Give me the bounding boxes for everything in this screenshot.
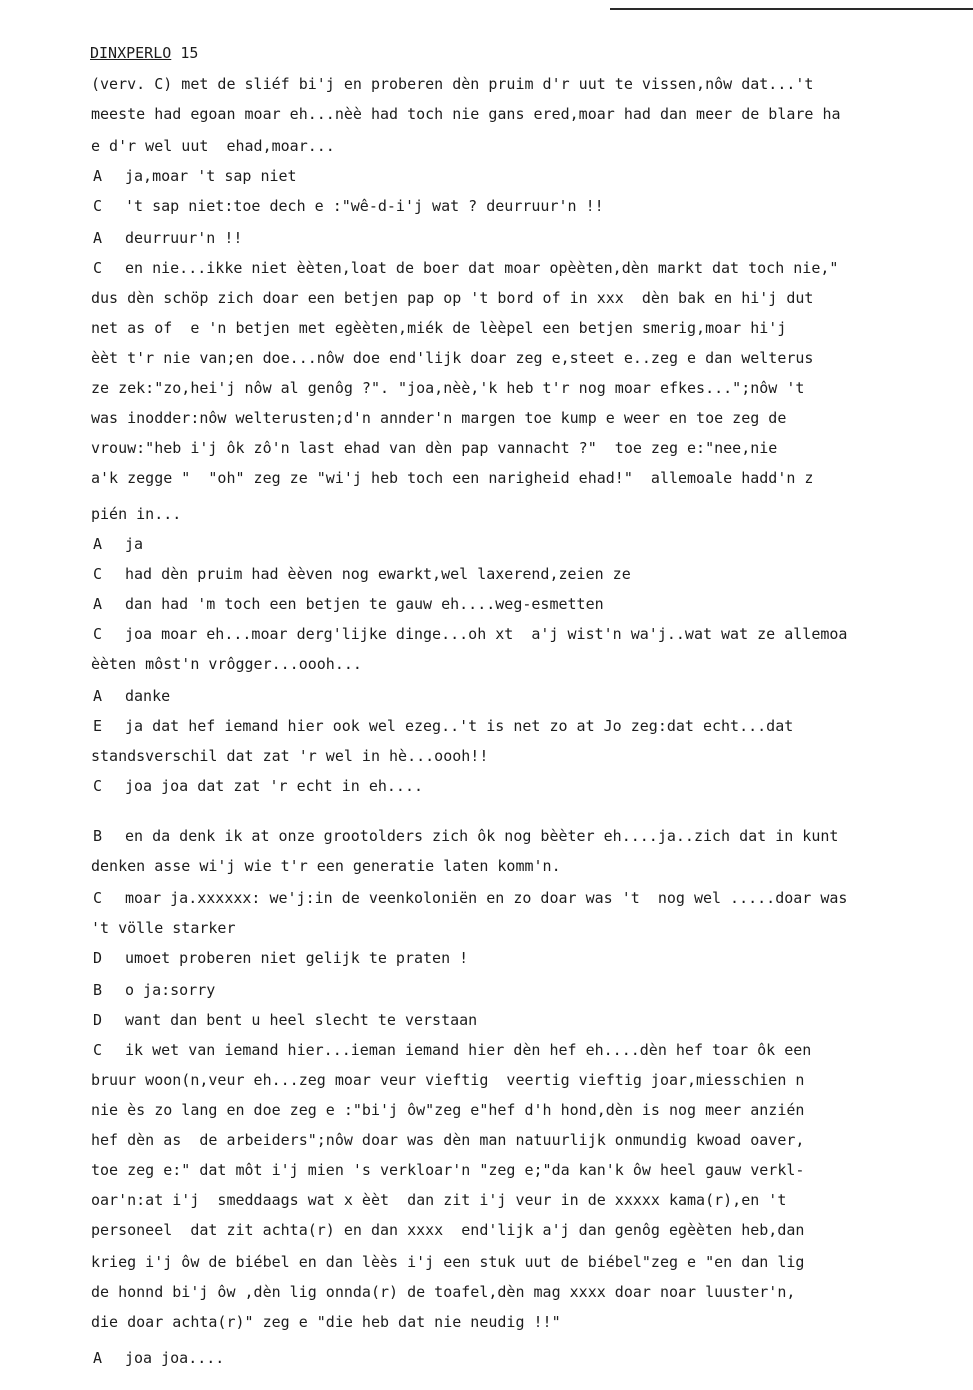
transcript-line (0, 500, 973, 528)
line-text: standsverschil dat zat 'r wel in hè...oooh!! (91, 747, 489, 765)
speaker-label: B (93, 827, 103, 845)
line-text: nie ès zo lang en doe zeg e :"bi'j ôw"zeg e"hef d'h hond,dèn is nog meer anzién (91, 1101, 805, 1119)
transcript-line (0, 1156, 973, 1184)
line-text: toe zeg e:" dat môt i'j mien 's verkloar'n "zeg e;"da kan'k ôw heel gauw verkl- (91, 1161, 805, 1179)
speaker-label: C (93, 259, 103, 277)
transcript-line (0, 560, 973, 588)
page-header (90, 43, 198, 63)
line-text: meeste had egoan moar eh...nèè had toch nie gans ered,moar had dan meer de blare ha (91, 105, 841, 123)
transcript-line (0, 1006, 973, 1034)
line-text: personeel dat zit achta(r) en dan xxxx end'lijk a'j dan genôg egèèten heb,dan (91, 1221, 805, 1239)
transcript-line (0, 1278, 973, 1306)
transcript-line (0, 1308, 973, 1336)
line-text: danke (125, 687, 171, 705)
transcript-line (0, 404, 973, 432)
transcript-line (0, 852, 973, 880)
transcript-line (0, 914, 973, 942)
line-text: hef dèn as de arbeiders";nôw doar was dèn man natuurlijk onmundig kwoad oaver, (91, 1131, 805, 1149)
line-text: dan had 'm toch een betjen te gauw eh....weg-esmetten (125, 595, 604, 613)
transcript-line (0, 772, 973, 800)
transcript-line (0, 1248, 973, 1276)
transcript-line (0, 822, 973, 850)
speaker-label: A (93, 1349, 103, 1367)
transcript-line (0, 530, 973, 558)
transcript-line (0, 192, 973, 220)
line-text: joa joa.... (125, 1349, 225, 1367)
transcript-line (0, 1216, 973, 1244)
transcript-line (0, 712, 973, 740)
line-text: joa moar eh...moar derg'lijke dinge...oh xt a'j wist'n wa'j..wat wat ze allemoa (125, 625, 848, 643)
transcript-line (0, 1066, 973, 1094)
transcript-line (0, 100, 973, 128)
transcript-line (0, 374, 973, 402)
line-text: ja (125, 535, 144, 553)
transcript-line (0, 464, 973, 492)
transcript-line (0, 1126, 973, 1154)
speaker-label: A (93, 229, 103, 247)
speaker-label: A (93, 535, 103, 553)
line-text: o ja:sorry (125, 981, 216, 999)
line-text: ja,moar 't sap niet (125, 167, 297, 185)
transcript-line (0, 1186, 973, 1214)
speaker-label: C (93, 625, 103, 643)
transcript-line (0, 682, 973, 710)
line-text: (verv. C) met de sliéf bi'j en proberen dèn pruim d'r uut te vissen,nôw dat...'t (91, 75, 814, 93)
top-rule (610, 8, 973, 10)
transcript-line (0, 1036, 973, 1064)
transcript-line (0, 132, 973, 160)
speaker-label: B (93, 981, 103, 999)
line-text: èèt t'r nie van;en doe...nôw doe end'lijk doar zeg e,steet e..zeg e dan welterus (91, 349, 814, 367)
line-text: 't völle starker (91, 919, 236, 937)
speaker-label: C (93, 197, 103, 215)
line-text: want dan bent u heel slecht te verstaan (125, 1011, 478, 1029)
transcript-line (0, 344, 973, 372)
line-text: umoet proberen niet gelijk te praten ! (125, 949, 469, 967)
line-text: die doar achta(r)" zeg e "die heb dat nie neudig !!" (91, 1313, 561, 1331)
transcript-line (0, 620, 973, 648)
transcript-line (0, 650, 973, 678)
line-text: pién in... (91, 505, 182, 523)
page-number: 15 (180, 44, 199, 62)
line-text: net as of e 'n betjen met egèèten,miék de lèèpel een betjen smerig,moar hi'j (91, 319, 787, 337)
transcript-line (0, 284, 973, 312)
transcript-line (0, 162, 973, 190)
line-text: denken asse wi'j wie t'r een generatie laten komm'n. (91, 857, 561, 875)
transcript-line (0, 590, 973, 618)
line-text: krieg i'j ôw de biébel en dan lèès i'j een stuk uut de biébel"zeg e "en dan lig (91, 1253, 805, 1271)
line-text: èèten môst'n vrôgger...oooh... (91, 655, 362, 673)
line-text: was inodder:nôw welterusten;d'n annder'n margen toe kump e weer en toe zeg de (91, 409, 787, 427)
line-text: 't sap niet:toe dech e :"wê-d-i'j wat ? deurruur'n !! (125, 197, 604, 215)
line-text: moar ja.xxxxxx: we'j:in de veenkoloniën en zo doar was 't nog wel .....doar was (125, 889, 848, 907)
transcript-line (0, 884, 973, 912)
speaker-label: A (93, 687, 103, 705)
speaker-label: E (93, 717, 103, 735)
transcript-line (0, 976, 973, 1004)
line-text: a'k zegge " "oh" zeg ze "wi'j heb toch een narigheid ehad!" allemoale hadd'n z (91, 469, 814, 487)
transcript-line (0, 434, 973, 462)
transcript-line (0, 314, 973, 342)
speaker-label: C (93, 777, 103, 795)
line-text: ik wet van iemand hier...ieman iemand hier dèn hef eh....dèn hef toar ôk een (125, 1041, 812, 1059)
transcript-line (0, 70, 973, 98)
line-text: dus dèn schöp zich doar een betjen pap op 't bord of in xxx dèn bak en hi'j dut (91, 289, 814, 307)
speaker-label: D (93, 1011, 103, 1029)
transcript-line (0, 742, 973, 770)
transcript-line (0, 224, 973, 252)
transcript-line (0, 944, 973, 972)
transcript-line (0, 1344, 973, 1372)
speaker-label: A (93, 595, 103, 613)
line-text: bruur woon(n,veur eh...zeg moar veur vieftig veertig vieftig joar,miesschien n (91, 1071, 805, 1089)
line-text: joa joa dat zat 'r echt in eh.... (125, 777, 424, 795)
speaker-label: D (93, 949, 103, 967)
line-text: e d'r wel uut ehad,moar... (91, 137, 335, 155)
speaker-label: C (93, 565, 103, 583)
speaker-label: C (93, 889, 103, 907)
line-text: de honnd bi'j ôw ,dèn lig onnda(r) de toafel,dèn mag xxxx doar noar luuster'n, (91, 1283, 796, 1301)
line-text: had dèn pruim had èèven nog ewarkt,wel laxerend,zeien ze (125, 565, 631, 583)
line-text: en nie...ikke niet èèten,loat de boer dat moar opèèten,dèn markt dat toch nie," (125, 259, 839, 277)
line-text: oar'n:at i'j smeddaags wat x èèt dan zit i'j veur in de xxxxx kama(r),en 't (91, 1191, 787, 1209)
line-text: ze zek:"zo,hei'j nôw al genôg ?". "joa,nèè,'k heb t'r nog moar efkes...";nôw 't (91, 379, 805, 397)
transcript-line (0, 254, 973, 282)
line-text: en da denk ik at onze grootolders zich ôk nog bèèter eh....ja..zich dat in kunt (125, 827, 839, 845)
line-text: deurruur'n !! (125, 229, 243, 247)
transcript-line (0, 1096, 973, 1124)
speaker-label: C (93, 1041, 103, 1059)
speaker-label: A (93, 167, 103, 185)
line-text: vrouw:"heb i'j ôk zô'n last ehad van dèn pap vannacht ?" toe zeg e:"nee,nie (91, 439, 778, 457)
place-name: DINXPERLO (90, 44, 172, 62)
line-text: ja dat hef iemand hier ook wel ezeg..'t is net zo at Jo zeg:dat echt...dat (125, 717, 794, 735)
